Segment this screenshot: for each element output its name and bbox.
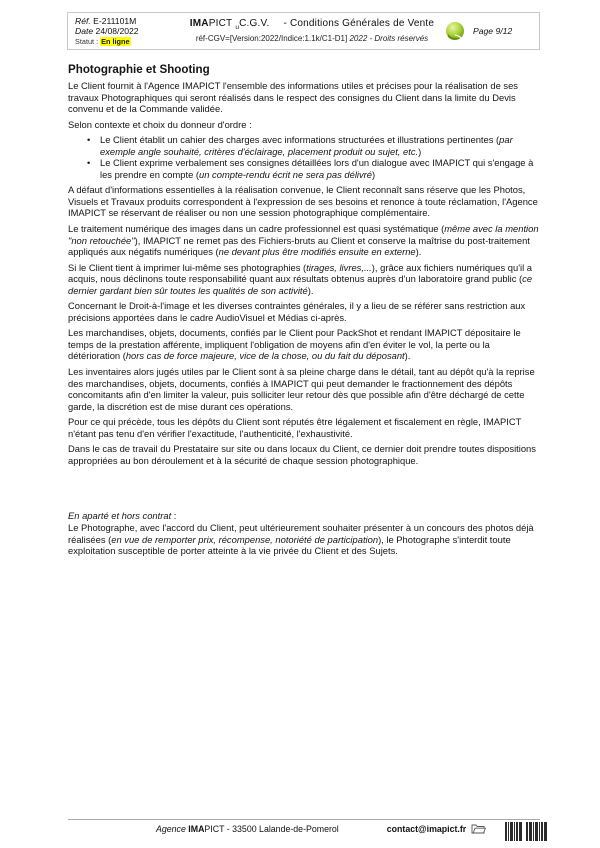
status-badge: En ligne (101, 36, 130, 46)
cgv-label: C.G.V. (239, 18, 270, 29)
footer-divider (68, 819, 540, 820)
version-line (180, 34, 444, 44)
rights-label: 2022 - Droits réservés (349, 34, 429, 43)
date-value: 24/08/2022 (95, 26, 139, 36)
paragraph-concours-photos: Le Photographe, avec l'accord du Client, peut ultérieurement souhaiter présenter à un concours des photos déjà réalisées (en vue de remporter prix, récompense, notoriété de participation), le Photographe s'interdit toute exploitation susceptible de porter atteinte à la vie privée du Client et des Sujets. (68, 521, 534, 557)
paragraph-traitement-numerique: Le traitement numérique des images dans un cadre professionnel est quasi systématique (même avec la mention "non retouchée"), IMAPICT ne remet pas des Fichiers-bruts au Client et conserve la maîtrise du post-traitement appliqués aux négatifs numériques (ne devant plus être modifiés ensuite en externe). (68, 223, 539, 258)
ref-label: Réf. (75, 15, 91, 26)
brand-bold: IMA (189, 18, 209, 29)
footer-agency (156, 824, 339, 834)
document-title (180, 18, 444, 34)
bullet-list (68, 134, 541, 180)
footer-brand-rest: PICT (204, 823, 225, 834)
agency-label: Agence (156, 823, 186, 834)
ref-value: E-211101M (93, 15, 137, 26)
header-title-block (180, 18, 444, 44)
paragraph-droit-a-l-image: Concernant le Droit-à-l'image et les diverses contraintes générales, il y a lieu de se référer sans restriction aux précisions apportées dans le cadre AudioVisuel et Médias ci-après. (68, 300, 526, 323)
version-ref: réf-CGV=[Version:2022/Indice:1.1k/C1-D1] (195, 34, 348, 43)
status-line (75, 37, 180, 47)
title-suffix: - Conditions Générales de Vente (283, 18, 435, 29)
document-footer (68, 823, 540, 834)
paragraph-travail-sur-site: Dans le cas de travail du Prestataire sur site ou dans locaux du Client, ce dernier doit prendre toutes dispositions appropriées au bon déroulement et à la sécurité de chaque session photographique. (68, 443, 536, 466)
contact-email: contact@imapict.fr (386, 823, 467, 834)
aside-heading: En aparté et hors contrat : (68, 510, 177, 522)
folder-icon (471, 823, 486, 834)
paragraph-client-fournit: Le Client fournit à l'Agence IMAPICT l'ensemble des informations utiles et précises pour la réalisation de ses travaux Photographiques qui seront réalisés dans le respect des consignes du Client dans la limite du Devis convenu et de la Commande validée. (68, 80, 518, 115)
paragraph-selon-contexte: Selon contexte et choix du donneur d'ordre : (68, 118, 252, 130)
paragraph-marchandises: Les marchandises, objets, documents, confiés par le Client pour PackShot et rendant IMAPICT dépositaire le temps de la prestation afférente, impliquent l'obligation de moyens afin d'en éviter le vol, la perte ou la détérioration (hors cas de force majeure, vice de la chose, ou du fait du déposant). (68, 327, 521, 362)
page-number: Page 9/12 (473, 26, 513, 36)
date-line (75, 26, 180, 37)
status-label: Statut : (75, 36, 99, 46)
imapict-globe-logo-icon (444, 21, 466, 42)
section-spacer (68, 470, 541, 510)
bullet-consignes-verbales: • Le Client exprime verbalement ses consignes détaillées lors d'un dialogue avec IMAPICT qui s'engage à les prendre en compte (un compte-rendu écrit ne sera pas délivré) (100, 157, 541, 180)
paragraph-defaut-informations: A défaut d'informations essentielles à la réalisation convenue, le Client reconnaît sans réserve que les Photos, Visuels et Travaux produits correspondent à l'expression de ses besoins et renonce à toute réclamation, l'Agence IMAPICT se réservant de réaliser ou non une session photographique complémentaire. (68, 184, 538, 219)
footer-contact (387, 823, 486, 834)
header-meta (68, 16, 180, 47)
ref-line (75, 16, 180, 27)
document-body (68, 63, 541, 561)
paragraph-inventaires: Les inventaires alors jugés utiles par le Client sont à sa pleine charge dans le détail, tant au dépôt qu'à la reprise des marchandises, objets, documents, confiés à IMAPICT qui peut demander le fractionnement des dépôts concomitants afin d'en limiter la valeur, puis solliciter leur retour dès que possible afin d'être déchargé de cette garde, la discrétion est de mise durant ces opérations. (68, 366, 535, 412)
paragraph-depots-regle: Pour ce qui précède, tous les dépôts du Client sont réputés être légalement et fiscalement en règle, IMAPICT n'étant pas tenu d'en vérifier l'exactitude, l'authenticité, l'exhaustivité. (68, 416, 522, 439)
paragraph-imprimer-lui-meme: Si le Client tient à imprimer lui-même ses photographies (tirages, livres,...), grâce aux fichiers numériques qu'il a acquis, nous déclinons toute responsabilité quant aux résultats obtenus auprès d'un laboratoire grand public (ce dernier gardant bien sûr toutes les qualités de son activité). (68, 261, 533, 296)
subscript-mark: u (235, 24, 240, 31)
header-right (444, 21, 539, 42)
bullet-cahier-des-charges: • Le Client établit un cahier des charges avec informations structurées et illustrations pertinentes (par exemple angle souhaité, critères d'éclairage, placement produit ou sujet, etc.) (100, 134, 541, 157)
footer-brand-bold: IMA (188, 823, 205, 834)
document-header (67, 12, 540, 50)
section-title: Photographie et Shooting (68, 63, 210, 76)
barcode (505, 822, 547, 841)
date-label: Date (75, 26, 94, 36)
footer-address: - 33500 Lalande-de-Pomerol (226, 823, 339, 834)
brand-rest: PICT (208, 18, 233, 29)
